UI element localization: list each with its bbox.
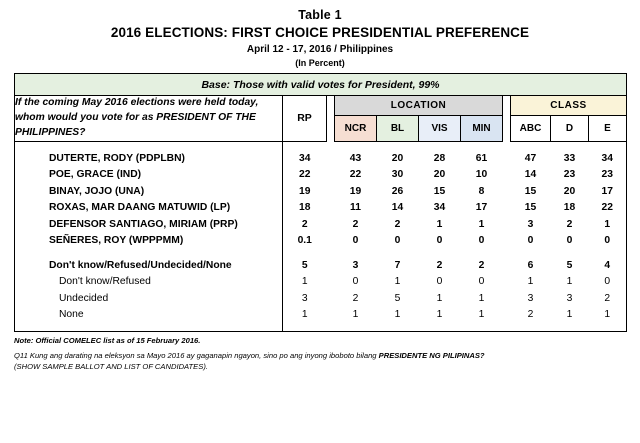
value-vis: 1 [436,218,443,230]
value-min: 1 [478,218,485,230]
spacer-cell [327,273,335,290]
table-row [15,273,627,290]
spacer-cell [327,199,335,216]
value-rp: 1 [301,309,308,321]
value-abc: 14 [524,169,537,181]
value-d: 33 [563,152,576,164]
value-abc: 3 [527,292,534,304]
value-min: 8 [478,185,485,197]
spacer-cell [503,273,511,290]
value-ncr: 2 [352,292,359,304]
value-min: 0 [478,276,485,288]
value-abc: 2 [527,309,534,321]
value-bl: 26 [391,185,404,197]
note-source: Note: Official COMELEC list as of 15 February 2016. [14,335,201,345]
spacer-cell [503,199,511,216]
col-header-d: D [551,116,589,141]
value-abc: 0 [527,235,534,247]
value-e: 0 [604,235,611,247]
table-row [15,306,627,323]
spacer-row-top [15,142,627,150]
value-vis: 34 [433,202,446,214]
value-bl: 1 [394,276,401,288]
value-bl: 7 [394,259,401,271]
value-min: 0 [478,235,485,247]
value-e: 34 [601,152,613,164]
spacer-1 [327,96,335,116]
group-header-row [15,96,627,116]
value-rp: 34 [299,152,311,164]
spacer-cell [503,290,511,307]
value-ncr: 0 [352,276,359,288]
value-bl: 14 [391,202,404,214]
col-header-ncr: NCR [335,116,377,141]
value-rp: 1 [301,276,308,288]
value-ncr: 2 [352,218,359,230]
table-row [15,150,627,167]
col-group-location: LOCATION [335,96,503,116]
value-ncr: 0 [352,235,359,247]
spacer-cell [327,290,335,307]
value-ncr: 43 [349,152,362,164]
table-body-section [14,142,627,332]
question-text: If the coming May 2016 elections were held today, whom would you vote for as PRESIDENT OF THE PHILIPPINES? [15,96,283,142]
base-row [15,74,627,96]
spacer-cell [503,306,511,323]
value-min: 10 [475,169,488,181]
spacer-cell [503,166,511,183]
value-rp: 22 [299,169,311,181]
value-d: 2 [566,218,573,230]
value-bl: 2 [394,218,401,230]
table-row [15,183,627,200]
value-bl: 5 [394,292,401,304]
value-d: 1 [566,276,573,288]
table-row [15,257,627,274]
value-vis: 1 [436,309,443,321]
value-ncr: 3 [352,259,359,271]
value-vis: 20 [433,169,446,181]
survey-dates: April 12 - 17, 2016 / Philippines [246,44,394,55]
value-abc: 1 [527,276,534,288]
unit-label: (In Percent) [295,58,345,68]
note-question [14,350,626,373]
value-abc: 15 [524,202,537,214]
value-vis: 28 [433,152,446,164]
spacer-cell [327,306,335,323]
value-e: 0 [604,276,611,288]
row-label: Don't know/Refused [15,273,283,290]
candidate-name: ROXAS, MAR DAANG MATUWID (LP) [15,199,283,216]
candidate-name: POE, GRACE (IND) [15,166,283,183]
col-header-vis: VIS [419,116,461,141]
value-vis: 2 [436,259,443,271]
spacer-row-bottom [15,323,627,332]
spacer-2 [503,96,511,116]
spacer-cell [503,232,511,249]
value-bl: 20 [391,152,404,164]
col-group-class: CLASS [511,96,627,116]
value-e: 17 [601,185,613,197]
value-e: 1 [604,218,611,230]
candidate-name: DUTERTE, RODY (PDPLBN) [15,150,283,167]
spacer-row-mid [15,249,627,257]
footnotes [14,336,626,373]
candidate-name: SEÑERES, ROY (WPPPMM) [15,232,283,249]
value-min: 61 [475,152,488,164]
table-row [15,290,627,307]
value-abc: 47 [524,152,537,164]
spacer-cell [327,183,335,200]
value-vis: 0 [436,276,443,288]
spacer-cell [503,150,511,167]
value-d: 20 [563,185,576,197]
page-title: 2016 ELECTIONS: FIRST CHOICE PRESIDENTIAL PREFERENCE [110,25,530,40]
note-question-prefix: Q11 Kung ang darating na eleksyon sa Mayo 2016 ay gaganapin ngayon, sino po ang inyong iboboto bilang [14,350,379,360]
spacer-3 [327,116,335,141]
value-rp: 18 [299,202,311,214]
value-abc: 6 [527,259,534,271]
table-number: Table 1 [298,8,342,22]
value-bl: 0 [394,235,401,247]
value-bl: 1 [394,309,401,321]
value-rp: 2 [301,218,308,230]
spacer-cell [327,166,335,183]
value-e: 22 [601,202,613,214]
value-d: 5 [566,259,573,271]
value-vis: 1 [436,292,443,304]
value-vis: 0 [436,235,443,247]
spacer-cell [327,232,335,249]
value-d: 18 [563,202,576,214]
note-question-instruction: (SHOW SAMPLE BALLOT AND LIST OF CANDIDATES). [14,362,208,372]
col-header-bl: BL [377,116,419,141]
title-block [14,8,626,68]
value-ncr: 1 [352,309,359,321]
spacer-cell [327,257,335,274]
col-header-rp: RP [283,96,327,142]
candidate-name: BINAY, JOJO (UNA) [15,183,283,200]
value-rp: 19 [299,185,311,197]
note-question-bold: PRESIDENTE NG PILIPINAS? [378,350,485,360]
value-min: 2 [478,259,485,271]
spacer-cell [503,216,511,233]
value-e: 2 [604,292,611,304]
table-row [15,166,627,183]
table-header-section [14,73,627,142]
spacer-cell [327,216,335,233]
table-row [15,199,627,216]
spacer-4 [503,116,511,141]
row-label: None [15,306,283,323]
value-abc: 3 [527,218,534,230]
value-e: 4 [604,259,611,271]
value-min: 17 [475,202,488,214]
spacer-cell [503,257,511,274]
value-rp: 3 [301,292,308,304]
value-rp: 5 [301,259,308,271]
col-header-min: MIN [461,116,503,141]
value-e: 1 [604,309,611,321]
value-ncr: 11 [350,202,361,214]
value-rp: 0.1 [297,235,312,247]
row-label: Undecided [15,290,283,307]
value-d: 3 [566,292,573,304]
value-d: 0 [566,235,573,247]
col-header-abc: ABC [511,116,551,141]
col-header-e: E [589,116,627,141]
spacer-cell [327,150,335,167]
value-e: 23 [601,169,613,181]
value-bl: 30 [391,169,404,181]
value-min: 1 [478,309,485,321]
value-d: 1 [566,309,573,321]
value-min: 1 [478,292,485,304]
value-ncr: 22 [349,169,362,181]
table-row [15,232,627,249]
spacer-cell [503,183,511,200]
value-d: 23 [563,169,576,181]
value-ncr: 19 [349,185,362,197]
candidate-name: DEFENSOR SANTIAGO, MIRIAM (PRP) [15,216,283,233]
value-vis: 15 [433,185,446,197]
row-label: Don't know/Refused/Undecided/None [15,257,283,274]
base-label: Base: Those with valid votes for President, 99% [15,74,627,96]
value-abc: 15 [524,185,537,197]
table-row [15,216,627,233]
